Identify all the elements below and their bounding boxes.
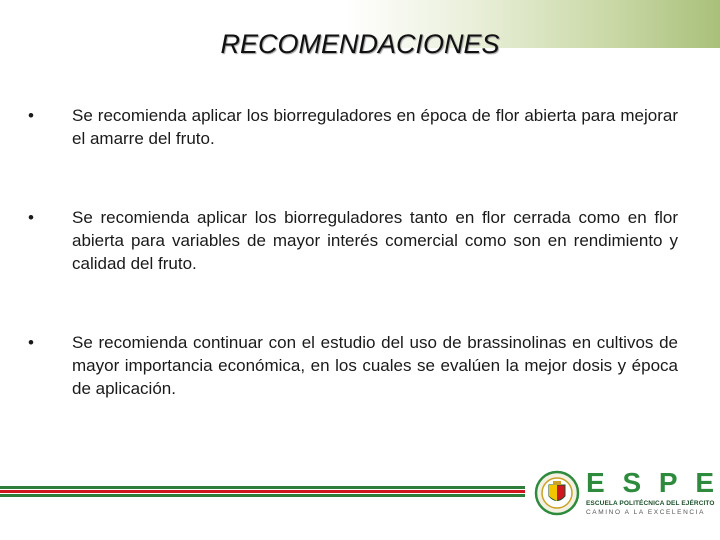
footer-stripe-red xyxy=(0,490,525,493)
logo-letter: S xyxy=(622,467,642,498)
bullet-item xyxy=(28,206,678,275)
footer-stripes xyxy=(0,486,525,500)
bullet-text: Se recomienda aplicar los biorreguladores tanto en flor cerrada como en flor abierta para variables de mayor interés comercial como son en rendimiento y calidad del fruto. xyxy=(72,208,678,273)
bullet-dot: • xyxy=(28,333,34,352)
footer-stripe-green xyxy=(0,486,525,489)
espe-seal-icon xyxy=(534,469,580,517)
espe-logo xyxy=(530,465,715,523)
footer-stripe-green xyxy=(0,494,525,497)
bullet-dot: • xyxy=(28,106,34,125)
bullet-item xyxy=(28,104,678,150)
logo-subtitle: ESCUELA POLITÉCNICA DEL EJÉRCITO xyxy=(586,500,715,507)
bullet-dot: • xyxy=(28,208,34,227)
bullet-item xyxy=(28,331,678,400)
logo-letter: E xyxy=(695,467,714,498)
logo-motto: CAMINO A LA EXCELENCIA xyxy=(586,509,706,516)
logo-letter: P xyxy=(658,467,678,498)
bullet-text: Se recomienda continuar con el estudio del uso de brassinolinas en cultivos de mayor importancia económica, en los cuales se evalúen la mejor dosis y época de aplicación. xyxy=(72,333,678,398)
bullet-list xyxy=(28,104,678,456)
logo-letters xyxy=(586,467,714,499)
logo-letter: E xyxy=(586,467,605,498)
slide-title: RECOMENDACIONES xyxy=(220,29,500,59)
bullet-text: Se recomienda aplicar los biorreguladores en época de flor abierta para mejorar el amarre del fruto. xyxy=(72,106,678,148)
